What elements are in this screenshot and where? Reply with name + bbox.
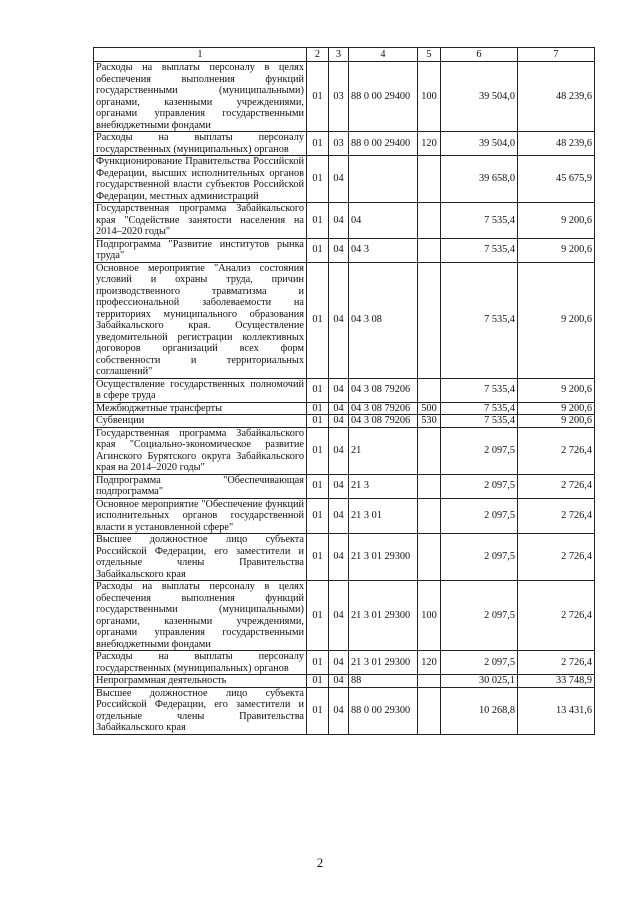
table-row <box>94 378 595 402</box>
row-expense-type: 120 <box>418 651 441 675</box>
row-amount-1: 39 658,0 <box>441 156 518 203</box>
row-name: Государственная программа Забайкальского края "Содействие занятости населения на 2014–2020 годы" <box>94 203 307 239</box>
table-row <box>94 687 595 734</box>
row-name: Расходы на выплаты персоналу государственных (муниципальных) органов <box>94 132 307 156</box>
row-expense-type <box>418 498 441 534</box>
header-col-4: 4 <box>349 48 418 62</box>
row-target-article: 88 0 00 29400 <box>349 132 418 156</box>
header-col-7: 7 <box>518 48 595 62</box>
row-amount-2: 9 200,6 <box>518 402 595 415</box>
row-amount-1: 30 025,1 <box>441 675 518 688</box>
row-target-article: 21 3 01 29300 <box>349 534 418 581</box>
row-amount-2: 9 200,6 <box>518 238 595 262</box>
table-row <box>94 675 595 688</box>
row-amount-2: 48 239,6 <box>518 132 595 156</box>
row-amount-2: 2 726,4 <box>518 581 595 651</box>
row-subsection: 04 <box>329 402 349 415</box>
row-expense-type: 500 <box>418 402 441 415</box>
row-target-article: 88 <box>349 675 418 688</box>
table-row <box>94 62 595 132</box>
row-subsection: 04 <box>329 581 349 651</box>
row-target-article: 04 3 <box>349 238 418 262</box>
row-expense-type: 100 <box>418 62 441 132</box>
row-amount-1: 2 097,5 <box>441 427 518 474</box>
row-subsection: 04 <box>329 415 349 428</box>
table-row <box>94 238 595 262</box>
row-expense-type <box>418 378 441 402</box>
row-subsection: 03 <box>329 132 349 156</box>
row-expense-type <box>418 262 441 378</box>
row-amount-2: 33 748,9 <box>518 675 595 688</box>
row-subsection: 04 <box>329 427 349 474</box>
row-target-article: 04 <box>349 203 418 239</box>
row-subsection: 04 <box>329 203 349 239</box>
header-col-3: 3 <box>329 48 349 62</box>
row-section: 01 <box>307 203 329 239</box>
row-subsection: 04 <box>329 238 349 262</box>
table-row <box>94 156 595 203</box>
row-expense-type <box>418 534 441 581</box>
row-amount-1: 2 097,5 <box>441 581 518 651</box>
row-name: Подпрограмма "Развитие институтов рынка труда" <box>94 238 307 262</box>
row-target-article: 88 0 00 29400 <box>349 62 418 132</box>
row-subsection: 04 <box>329 687 349 734</box>
row-target-article: 21 3 01 <box>349 498 418 534</box>
row-amount-1: 39 504,0 <box>441 132 518 156</box>
row-name: Субвенции <box>94 415 307 428</box>
table-header-row <box>94 48 595 62</box>
row-section: 01 <box>307 534 329 581</box>
header-col-5: 5 <box>418 48 441 62</box>
row-section: 01 <box>307 415 329 428</box>
table-row <box>94 415 595 428</box>
row-amount-1: 7 535,4 <box>441 378 518 402</box>
row-section: 01 <box>307 687 329 734</box>
row-name: Основное мероприятие "Анализ состояния условий и охраны труда, причин производственного травматизма и профессиональной заболеваемости на территориях муниципального образования Забайкальского края. Осуществление уведомительной регистрации коллективных договоров организаций всех форм собственности и территориальных соглашений" <box>94 262 307 378</box>
row-subsection: 04 <box>329 156 349 203</box>
table-row <box>94 498 595 534</box>
row-expense-type <box>418 203 441 239</box>
row-target-article: 21 3 <box>349 474 418 498</box>
row-subsection: 04 <box>329 675 349 688</box>
header-col-1: 1 <box>94 48 307 62</box>
row-target-article: 04 3 08 79206 <box>349 402 418 415</box>
row-amount-2: 9 200,6 <box>518 378 595 402</box>
table-row <box>94 262 595 378</box>
row-name: Расходы на выплаты персоналу в целях обеспечения выполнения функций государственными (муниципальными) органами, казенными учреждениями, органами управления государственными внебюджетными фондами <box>94 581 307 651</box>
row-amount-1: 2 097,5 <box>441 498 518 534</box>
row-target-article <box>349 156 418 203</box>
row-target-article: 21 3 01 29300 <box>349 581 418 651</box>
header-col-6: 6 <box>441 48 518 62</box>
row-section: 01 <box>307 62 329 132</box>
row-target-article: 04 3 08 79206 <box>349 378 418 402</box>
row-subsection: 04 <box>329 474 349 498</box>
row-subsection: 04 <box>329 534 349 581</box>
row-name: Государственная программа Забайкальского края "Социально-экономическое развитие Агинского Бурятского округа Забайкальского края на 2014–2020 годы" <box>94 427 307 474</box>
row-amount-2: 9 200,6 <box>518 415 595 428</box>
row-section: 01 <box>307 132 329 156</box>
table-body <box>94 62 595 735</box>
row-section: 01 <box>307 262 329 378</box>
budget-table <box>93 47 595 735</box>
row-name: Функционирование Правительства Российской Федерации, высших исполнительных органов государственной власти субъектов Российской Федерации, местных администраций <box>94 156 307 203</box>
row-section: 01 <box>307 651 329 675</box>
row-subsection: 04 <box>329 651 349 675</box>
header-col-2: 2 <box>307 48 329 62</box>
row-amount-2: 2 726,4 <box>518 427 595 474</box>
row-amount-1: 7 535,4 <box>441 402 518 415</box>
row-section: 01 <box>307 238 329 262</box>
row-amount-2: 2 726,4 <box>518 534 595 581</box>
row-target-article: 21 3 01 29300 <box>349 651 418 675</box>
row-expense-type <box>418 687 441 734</box>
row-section: 01 <box>307 474 329 498</box>
row-subsection: 04 <box>329 262 349 378</box>
row-amount-2: 45 675,9 <box>518 156 595 203</box>
row-target-article: 88 0 00 29300 <box>349 687 418 734</box>
row-expense-type: 530 <box>418 415 441 428</box>
row-amount-1: 2 097,5 <box>441 534 518 581</box>
table-row <box>94 203 595 239</box>
row-section: 01 <box>307 581 329 651</box>
table-row <box>94 651 595 675</box>
row-amount-1: 10 268,8 <box>441 687 518 734</box>
row-amount-1: 7 535,4 <box>441 238 518 262</box>
row-amount-2: 9 200,6 <box>518 262 595 378</box>
row-amount-2: 13 431,6 <box>518 687 595 734</box>
row-subsection: 04 <box>329 498 349 534</box>
row-expense-type <box>418 427 441 474</box>
row-name: Высшее должностное лицо субъекта Российской Федерации, его заместители и отдельные члены Правительства Забайкальского края <box>94 534 307 581</box>
row-target-article: 04 3 08 <box>349 262 418 378</box>
row-section: 01 <box>307 498 329 534</box>
row-subsection: 04 <box>329 378 349 402</box>
table-row <box>94 402 595 415</box>
row-section: 01 <box>307 378 329 402</box>
row-name: Высшее должностное лицо субъекта Российской Федерации, его заместители и отдельные члены Правительства Забайкальского края <box>94 687 307 734</box>
row-expense-type: 120 <box>418 132 441 156</box>
row-expense-type <box>418 675 441 688</box>
row-amount-2: 9 200,6 <box>518 203 595 239</box>
row-target-article: 04 3 08 79206 <box>349 415 418 428</box>
row-name: Основное мероприятие "Обеспечение функций исполнительных органов государственной власти в установленной сфере" <box>94 498 307 534</box>
row-expense-type <box>418 474 441 498</box>
table-row <box>94 427 595 474</box>
row-expense-type <box>418 238 441 262</box>
table-row <box>94 581 595 651</box>
row-amount-1: 7 535,4 <box>441 415 518 428</box>
row-amount-2: 48 239,6 <box>518 62 595 132</box>
row-amount-2: 2 726,4 <box>518 474 595 498</box>
row-name: Расходы на выплаты персоналу государственных (муниципальных) органов <box>94 651 307 675</box>
row-name: Подпрограмма "Обеспечивающая подпрограмма" <box>94 474 307 498</box>
row-amount-1: 7 535,4 <box>441 203 518 239</box>
row-amount-2: 2 726,4 <box>518 651 595 675</box>
row-expense-type: 100 <box>418 581 441 651</box>
row-section: 01 <box>307 427 329 474</box>
row-target-article: 21 <box>349 427 418 474</box>
row-amount-1: 2 097,5 <box>441 474 518 498</box>
page-number: 2 <box>316 855 324 870</box>
row-section: 01 <box>307 156 329 203</box>
row-expense-type <box>418 156 441 203</box>
row-amount-1: 2 097,5 <box>441 651 518 675</box>
row-amount-2: 2 726,4 <box>518 498 595 534</box>
table-row <box>94 132 595 156</box>
row-section: 01 <box>307 402 329 415</box>
row-name: Расходы на выплаты персоналу в целях обеспечения выполнения функций государственными (муниципальными) органами, казенными учреждениями, органами управления государственными внебюджетными фондами <box>94 62 307 132</box>
row-amount-1: 7 535,4 <box>441 262 518 378</box>
row-subsection: 03 <box>329 62 349 132</box>
row-section: 01 <box>307 675 329 688</box>
row-name: Осуществление государственных полномочий в сфере труда <box>94 378 307 402</box>
row-amount-1: 39 504,0 <box>441 62 518 132</box>
table-row <box>94 534 595 581</box>
table-row <box>94 474 595 498</box>
row-name: Непрограммная деятельность <box>94 675 307 688</box>
row-name: Межбюджетные трансферты <box>94 402 307 415</box>
